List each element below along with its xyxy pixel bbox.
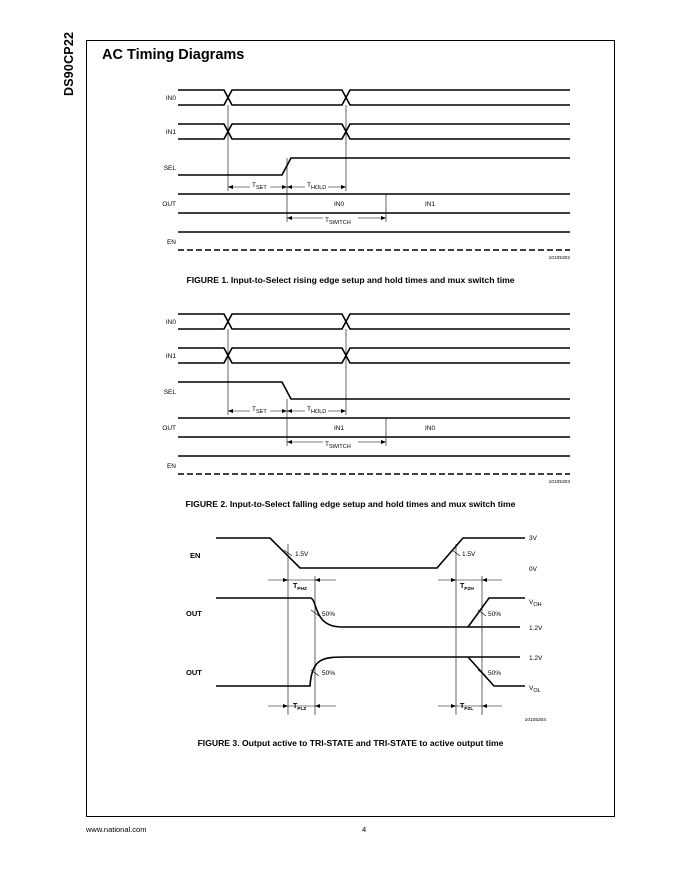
fig3-tpzl-label: $T_{PZL}$: [460, 703, 474, 712]
figure-2-caption: FIGURE 2. Input-to-Select falling edge setup and hold times and mux switch time: [185, 499, 516, 509]
fig3-0v-label: 0V: [529, 566, 537, 573]
fig2-out-label: OUT: [162, 425, 176, 432]
fig3-code: 10105304: [524, 718, 546, 723]
fig3-tplz-label: $T_{PLZ}$: [293, 703, 307, 712]
fig3-1v5-b-label: 1.5V: [462, 551, 476, 558]
fig1-out-after: IN1: [425, 201, 436, 208]
fig2-tswitch-label: $T_{SWITCH}$: [325, 441, 351, 450]
fig3-3v-label: 3V: [529, 535, 537, 542]
fig3-en-label: EN: [190, 551, 201, 560]
figure-1-timing-diagram: [150, 84, 580, 264]
fig1-out-label: OUT: [162, 201, 176, 208]
fig3-50pct-a-label: 50%: [322, 611, 336, 618]
fig2-sel-label: SEL: [163, 389, 176, 396]
fig2-en-label: EN: [166, 463, 176, 470]
figure-1-caption: FIGURE 1. Input-to-Select rising edge setup and hold times and mux switch time: [186, 275, 515, 285]
fig1-out-before: IN0: [334, 201, 345, 208]
fig2-in1-label: IN1: [165, 353, 176, 360]
fig3-50pct-b-label: 50%: [488, 611, 502, 618]
fig1-in1-label: IN1: [165, 129, 176, 136]
fig1-code: 10105302: [548, 256, 570, 261]
fig2-tset-label: $T_{SET}$: [252, 406, 267, 415]
fig3-voh-label: $V_{OH}$: [529, 599, 542, 608]
fig3-vol-label: $V_{OL}$: [529, 685, 541, 694]
footer-url: www.national.com: [86, 825, 147, 834]
figure-3-timing-diagram: [150, 530, 580, 730]
fig2-out-before: IN1: [334, 425, 345, 432]
fig2-in0-label: IN0: [165, 319, 176, 326]
fig1-sel-label: SEL: [163, 165, 176, 172]
fig3-out-low-label: OUT: [186, 668, 202, 677]
fig3-50pct-d-label: 50%: [488, 670, 502, 677]
fig1-en-label: EN: [166, 239, 176, 246]
fig1-tswitch-label: $T_{SWITCH}$: [325, 217, 351, 226]
fig3-1v2-b-label: 1.2V: [529, 655, 543, 662]
fig2-code: 10105303: [548, 480, 570, 485]
fig3-1v2-a-label: 1.2V: [529, 625, 543, 632]
fig1-in0-label: IN0: [165, 95, 176, 102]
fig3-out-high-label: OUT: [186, 609, 202, 618]
fig2-out-after: IN0: [425, 425, 436, 432]
figure-3-caption: FIGURE 3. Output active to TRI-STATE and TRI-STATE to active output time: [197, 738, 504, 748]
fig1-thold-label: $T_{HOLD}$: [307, 182, 327, 191]
figure-2-timing-diagram: [150, 308, 580, 488]
fig3-tpzh-label: $T_{PZH}$: [460, 583, 474, 592]
fig3-tphz-label: $T_{PHZ}$: [293, 583, 307, 592]
fig3-1v5-a-label: 1.5V: [295, 551, 309, 558]
fig2-thold-label: $T_{HOLD}$: [307, 406, 327, 415]
section-title: AC Timing Diagrams: [102, 47, 245, 63]
fig3-50pct-c-label: 50%: [322, 670, 336, 677]
page-number: 4: [362, 825, 367, 834]
fig1-tset-label: $T_{SET}$: [252, 182, 267, 191]
part-number-side-label: DS90CP22: [62, 31, 76, 96]
